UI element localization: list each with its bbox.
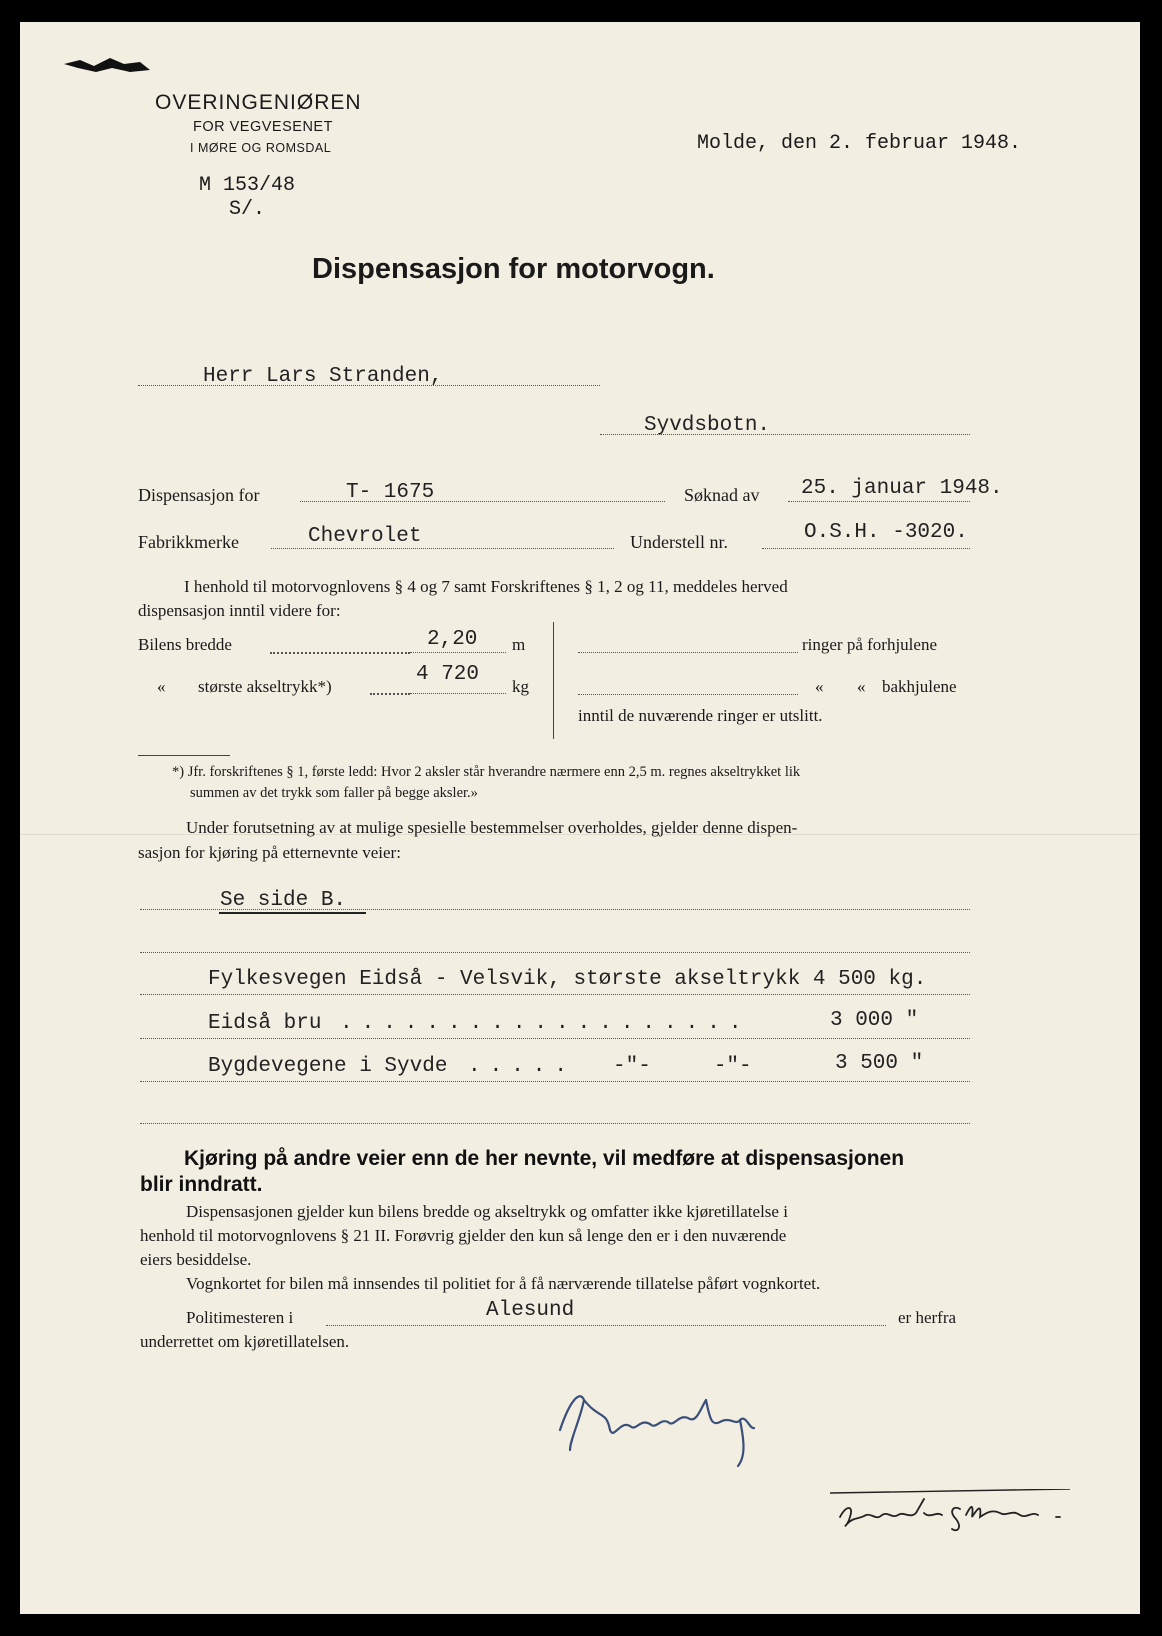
axle-quote: « xyxy=(157,677,166,696)
dispensation-label: Dispensasjon for xyxy=(138,485,260,505)
chassis-value: O.S.H. -3020. xyxy=(804,521,968,544)
terms-line-1: Dispensasjonen gjelder kun bilens bredde og akseltrykk og omfatter ikke kjøretillatelse i xyxy=(186,1202,788,1221)
police-label: Politimesteren i xyxy=(186,1308,294,1327)
chassis-label: Understell nr. xyxy=(630,532,728,552)
road-1: Fylkesvegen Eidså - Velsvik, største akseltrykk 4 500 kg. xyxy=(208,968,927,991)
terms-line-2: henhold til motorvognlovens § 21 II. Forøvrig gjelder den kun så lenge den er i den nuværende xyxy=(140,1226,787,1245)
make-value: Chevrolet xyxy=(308,525,422,548)
road-3-ditto: -"- -"- xyxy=(613,1055,752,1078)
application-value: 25. januar 1948. xyxy=(801,477,1003,500)
recipient-place-line xyxy=(600,434,970,435)
dispensation-value: T- 1675 xyxy=(346,481,435,504)
axle-unit: kg xyxy=(512,677,529,696)
road-3-value: 3 500 " xyxy=(835,1052,924,1075)
road-line-1 xyxy=(140,909,970,910)
application-label: Søknad av xyxy=(684,485,760,505)
road-2-leader: ................... xyxy=(340,1012,751,1035)
letterhead-line-3: I MØRE OG ROMSDAL xyxy=(190,141,332,155)
footnote-rule xyxy=(138,755,230,756)
width-label: Bilens bredde xyxy=(138,635,232,654)
condition-line-2: sasjon for kjøring på etternevnte veier: xyxy=(138,843,401,862)
road-line-2 xyxy=(140,952,970,953)
make-line xyxy=(271,548,614,549)
front-tires-label: ringer på forhjulene xyxy=(802,635,937,654)
see-page-underline xyxy=(219,912,366,914)
tires-until-text: inntil de nuværende ringer er utslitt. xyxy=(578,706,823,725)
axle-value-line xyxy=(410,693,506,694)
footnote-line-2: summen av det trykk som faller på begge aksler.» xyxy=(190,785,478,801)
reference-initials: S/. xyxy=(229,198,266,221)
rear-tires-line xyxy=(578,694,798,695)
footnote-line-1: *) Jfr. forskriftenes § 1, første ledd: Hvor 2 aksler står hverandre nærmere enn 2,5 m. regnes akseltrykket lik xyxy=(172,764,801,780)
recipient-place: Syvdsbotn. xyxy=(644,414,771,437)
letterhead-line-1: OVERINGENIØREN xyxy=(155,91,362,114)
rear-tires-label: bakhjulene xyxy=(882,677,957,696)
document-page xyxy=(20,22,1140,1614)
column-divider xyxy=(553,622,554,739)
rear-quote-2: « xyxy=(857,677,866,696)
reference-number: M 153/48 xyxy=(199,174,296,197)
police-line xyxy=(326,1325,886,1326)
torn-corner-mark xyxy=(60,50,160,80)
police-value: Alesund xyxy=(486,1299,575,1322)
rear-quote-1: « xyxy=(815,677,824,696)
police-line-2: underrettet om kjøretillatelsen. xyxy=(140,1332,350,1351)
terms-line-4: Vognkortet for bilen må innsendes til politiet for å få nærværende tillatelse påført vognkortet. xyxy=(186,1274,821,1293)
bottom-signature xyxy=(820,1489,1080,1539)
application-line xyxy=(788,501,970,502)
recipient-name-line xyxy=(138,385,600,386)
police-suffix: er herfra xyxy=(898,1308,957,1327)
axle-label: største akseltrykk*) xyxy=(198,677,332,696)
road-line-4 xyxy=(140,1038,970,1039)
place-date: Molde, den 2. februar 1948. xyxy=(697,132,1022,155)
width-value: 2,20 xyxy=(427,628,478,651)
intro-line-2: dispensasjon inntil videre for: xyxy=(138,601,341,620)
letterhead-line-2: FOR VEGVESENET xyxy=(193,119,333,135)
road-2-value: 3 000 " xyxy=(830,1009,919,1032)
terms-line-3: eiers besiddelse. xyxy=(140,1250,252,1269)
make-label: Fabrikkmerke xyxy=(138,532,239,552)
page-title: Dispensasjon for motorvogn. xyxy=(312,253,715,285)
condition-line-1: Under forutsetning av at mulige spesielle bestemmelser overholdes, gjelder denne dispen- xyxy=(186,818,798,837)
recipient-name: Herr Lars Stranden, xyxy=(203,365,443,388)
width-leader-dots xyxy=(270,652,410,654)
signature xyxy=(540,1370,780,1470)
warning-line-1: Kjøring på andre veier enn de her nevnte, vil medføre at dispensasjonen xyxy=(184,1147,905,1170)
road-2-name: Eidså bru xyxy=(208,1012,322,1035)
chassis-line xyxy=(762,548,970,549)
front-tires-line xyxy=(578,652,798,653)
see-page-text: Se side B. xyxy=(220,889,347,912)
width-value-line xyxy=(410,652,506,653)
road-line-6 xyxy=(140,1123,970,1124)
axle-leader-dots xyxy=(370,693,410,695)
road-3-name: Bygdevegene i Syvde xyxy=(208,1055,448,1078)
axle-value: 4 720 xyxy=(416,663,480,686)
road-line-3 xyxy=(140,994,970,995)
warning-line-2: blir inndratt. xyxy=(140,1173,263,1196)
width-unit: m xyxy=(512,635,526,654)
intro-line-1: I henhold til motorvognlovens § 4 og 7 samt Forskriftenes § 1, 2 og 11, meddeles herved xyxy=(184,577,788,596)
road-line-5 xyxy=(140,1081,970,1082)
road-3-leader: ..... xyxy=(468,1055,577,1078)
